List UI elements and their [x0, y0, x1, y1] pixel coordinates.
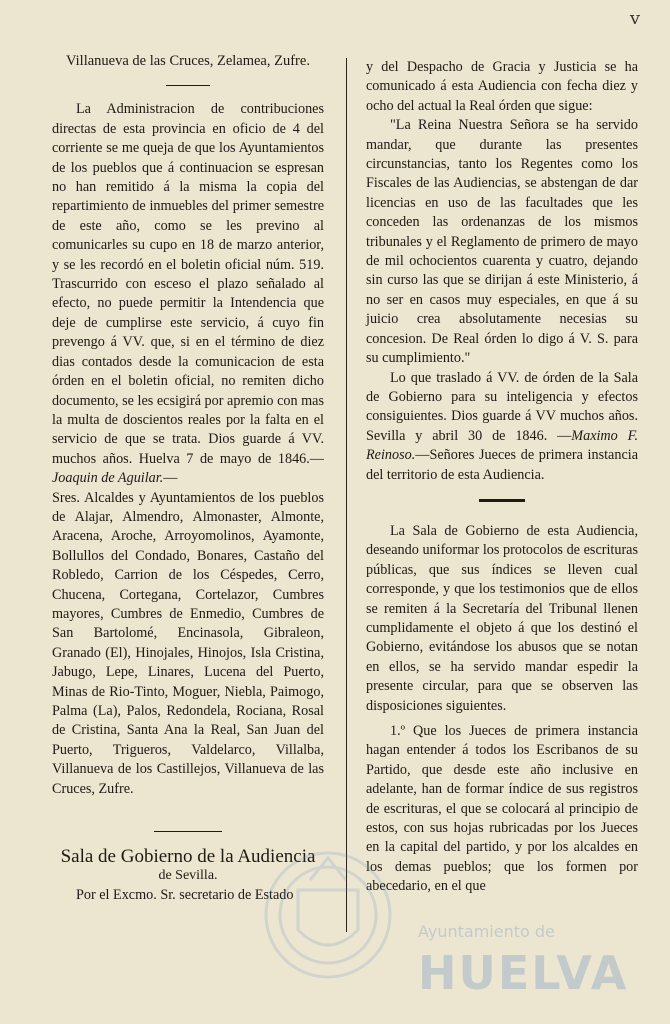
signature: Joaquin de Aguilar. [52, 470, 164, 487]
circular-text: La Administracion de contribuciones directas de esta provincia en oficio de 4 del corriente se me queja de que los Ayuntamientos de los pueblos que á continuacion se espresan no han remitido á la misma la copia del repartimiento de inmuebles del primer semestre de este año, como se les previno al comunicarles su cupo en 18 de marzo anterior, y se les recordó en el boletin oficial núm. 519. Trascurrido con esceso el plazo señalado al efecto, no puede permitir la Intendencia que deje de cumplirse este servicio, á cuyo fin prevengo á VV. que, si en el término de diez dias contados desde la comunicacion de esta órden en el boletin oficial, no remiten dicho documento, se les ecsigirá por apremio con mas la multa de doscientos reales por la falta en el servicio de que se trata. Dios guarde á VV. muchos años. Huelva 7 de mayo de 1846.— [52, 101, 324, 467]
column-divider [346, 58, 347, 932]
corner-mark: ⅴ [629, 8, 640, 28]
continuation-paragraph: y del Despacho de Gracia y Justicia se ha comunicado á esta Audiencia con fecha diez y ocho del actual la Real órden que sigue: [366, 59, 638, 114]
circular-paragraph: La Administracion de contribuciones directas de esta provincia en oficio de 4 del corriente se me queja de que los Ayuntamientos de los pueblos que á continuacion se espresan no han remitido á la misma la copia del repartimiento de inmuebles del primer semestre de este año, como se les previno al comunicarles su cupo en 18 de marzo anterior, y se les recordó en el boletin oficial núm. 519. Trascurrido con esceso el plazo señalado al efecto, no puede permitir la Intendencia que deje de cumplirse este servicio, á cuyo fin prevengo á VV. que, si en el término de diez dias contados desde la comunicacion de esta órden en el boletin oficial, no remiten dicho documento, se les ecsigirá por apremio con mas la multa de doscientos reales por la falta en el servicio de que se trata. Dios guarde á VV. muchos años. Huelva 7 de mayo de 1846.—Joaquin de Aguilar.— [52, 101, 324, 487]
transfer-text: Lo que traslado á VV. de órden de la Sala de Gobierno para su inteligencia y efectos consiguientes. Dios guarde á VV muchos años. Sevilla y abril 30 de 1846. — [366, 369, 638, 444]
section-title: Sala de Gobierno de la Audiencia [60, 846, 316, 868]
transfer-paragraph [366, 369, 638, 485]
section-subtitle: de Sevilla. [158, 868, 218, 884]
section-intro: Por el Excmo. Sr. secretario de Estado [76, 887, 294, 904]
watermark-name: HUELVA [418, 946, 629, 1000]
circular-intro-paragraph: La Sala de Gobierno de esta Audiencia, deseando uniformar los protocolos de escrituras públicas, que sus índices se lleven cual corresponde, y que los testimonios que de ellos se remiten á la Secretaría del Tribunal llenen cumplidamente el objeto á que los destinó el Gobierno, evitándose los abusos que se notan en ellos, se ha servido mandar espedir la presente circular, para que se observen las disposiciones siguientes. [366, 522, 638, 714]
transfer-signature: Maximo F. Reinoso. [366, 427, 639, 464]
left-header-line: Villanueva de las Cruces, Zelamea, Zufre. [66, 53, 310, 69]
section-rule [479, 499, 525, 502]
addressees-paragraph: Sres. Alcaldes y Ayuntamientos de los pueblos de Alajar, Almendro, Almonaster, Almonte, Aracena, Aroche, Arroyomolinos, Ayamonte, Bollullos del Condado, Bonares, Castaño del Robledo, Carrion de los Céspedes, Cerro, Chucena, Cortegana, Cortelazor, Cumbres mayores, Cumbres de Enmedio, Cumbres de San Bartolomé, Encinasola, Gibraleon, Granado (El), Hinojales, Hinojos, Isla Cristina, Jabugo, Lepe, Linares, Lucena del Puerto, Minas de Rio-Tinto, Moguer, Niebla, Paimogo, Palma (La), Palos, Redondela, Rociana, Rosal de Cristina, Santa Ana la Real, San Juan del Puerto, Trigueros, Valdelarco, Villalba, Villanueva de los Castillejos, Villanueva de las Cruces, Zufre. [52, 489, 324, 797]
watermark-caption: Ayuntamiento de [418, 922, 555, 941]
right-column [366, 58, 638, 897]
royal-order-paragraph: "La Reina Nuestra Señora se ha servido mandar, que durante las presentes circunstancias, tanto los Regentes como los Fiscales de las Audiencias, se abstengan de dar licencias en uso de las facultades que les conceden las ordenanzas de los mismos tribunales y el Reglamento de primero de mayo de mil ochocientos cuarenta y cuatro, dejando sin curso las que se dirijan á este Ministerio, á no ser en casos muy especiales, en que á su juicio crea absolutamente necesias su concesion. De Real órden lo digo á V. S. para su cumplimiento." [366, 117, 638, 367]
left-column [52, 48, 324, 905]
section-rule [154, 831, 222, 832]
transfer-tail: —Señores Jueces de primera instancia del territorio de esta Audiencia. [366, 447, 638, 483]
section-rule [166, 85, 210, 86]
article-1-text: Que los Jueces de primera instancia hagan entender á todos los Escribanos de su Partido, que desde este año inclusive en adelante, han de formar índice de sus registros de escrituras, el que se colocará al principio de estos, con sus hojas rubricadas por los Jueces en la capital del partido, y por los alcaldes en los demas pueblos; que los formen por abecedario, en el que [366, 723, 638, 895]
article-number: 1.º [390, 723, 406, 739]
